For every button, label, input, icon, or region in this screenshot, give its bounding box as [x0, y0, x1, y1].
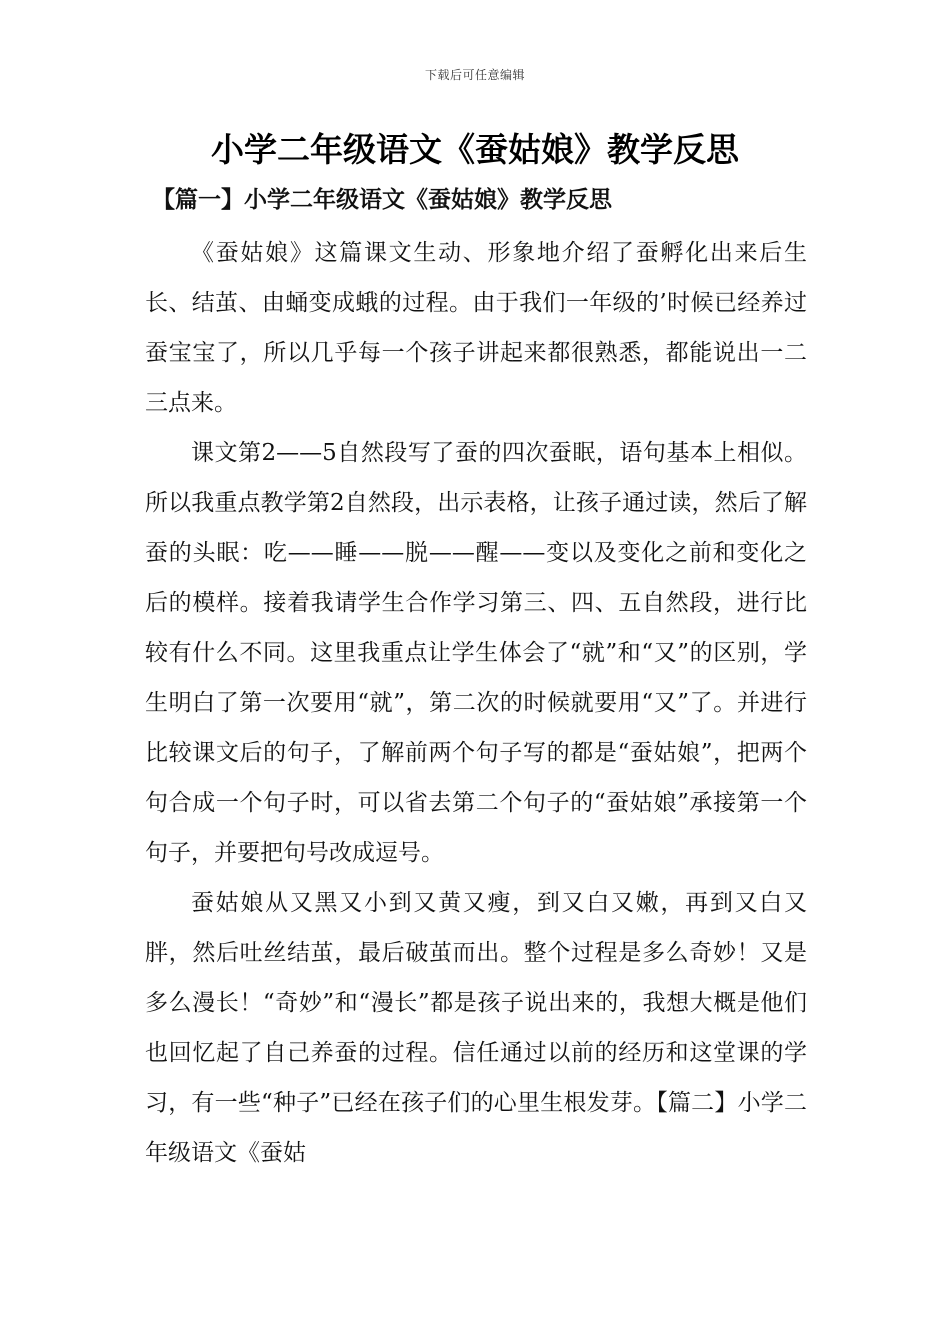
paragraph-1: 《蚕姑娘》这篇课文生动、形象地介绍了蚕孵化出来后生长、结茧、由蛹变成蛾的过程。由于我们一年级的’时候已经养过蚕宝宝了，所以几乎每一个孩子讲起来都很熟悉，都能说出一二三点来。	[145, 240, 807, 416]
header-note: 下载后可任意编辑	[424, 68, 525, 82]
section-heading: 【篇一】小学二年级语文《蚕姑娘》教学反思	[152, 186, 612, 213]
document-title: 小学二年级语文《蚕姑娘》教学反思	[211, 130, 739, 169]
paragraph-3: 蚕姑娘从又黑又小到又黄又瘦，到又白又嫩，再到又白又胖，然后吐丝结茧，最后破茧而出。整个过程是多么奇妙！又是多么漫长！“奇妙”和“漫长”都是孩子说出来的，我想大概是他们也回忆起了自己养蚕的过程。信任通过以前的经历和这堂课的学习，有一些“种子”已经在孩子们的心里生根发芽。【篇二】小学二年级语文《蚕姑	[145, 890, 807, 1166]
paragraph-2: 课文第2——5自然段写了蚕的四次蚕眠，语句基本上相似。所以我重点教学第2自然段，出示表格，让孩子通过读，然后了解蚕的头眠：吃——睡——脱——醒——变以及变化之前和变化之后的模样。接着我请学生合作学习第三、四、五自然段，进行比较有什么不同。这里我重点让学生体会了“就”和“又”的区别，学生明白了第一次要用“就”，第二次的时候就要用“又”了。并进行比较课文后的句子，了解前两个句子写的都是“蚕姑娘”，把两个句合成一个句子时，可以省去第二个句子的“蚕姑娘”承接第一个句子，并要把句号改成逗号。	[145, 440, 807, 866]
body-text	[145, 228, 807, 1178]
